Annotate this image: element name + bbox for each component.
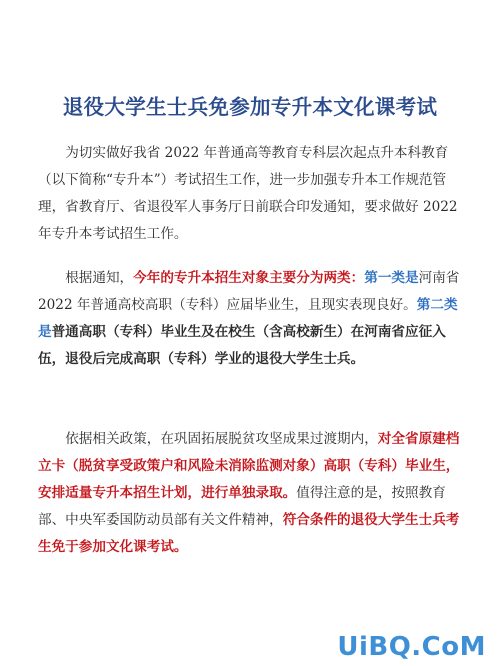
site-watermark: UiBQ.CoM [337,632,486,662]
text-first-category: 河南省 2022 年普通高校高职（专科）应届毕业生，且现实表现良好。 [38,270,460,313]
text-run: 值得注意的是，按照教育部、中央军委国防动员部有关文件精神， [38,485,446,528]
emphasis-two-categories: 今年的专升本招生对象主要分为两类： [133,270,365,286]
emphasis-separate-admission: 对全省原建档立卡（脱贫享受政策户和风险未消除监测对象）高职（专科）毕业生，安排适量专升本招生计划，进行单独录取。 [38,431,460,501]
paragraph-intro [38,140,470,248]
label-second-category: 第二类是 [38,297,458,340]
text-run: 依据相关政策，在巩固拓展脱贫攻坚成果过渡期内， [65,431,378,447]
paragraph-policy [38,426,470,561]
paragraph-intro-text: 为切实做好我省 2022 年普通高等教育专科层次起点升本科教育（以下简称“专升本”）考试招生工作，进一步加强专升本工作规范管理，省教育厅、省退役军人事务厅日前联合印发通知，要求做好 2022 年专升本考试招生工作。 [38,145,458,242]
text-second-category: 普通高职（专科）毕业生及在校生（含高校新生）在河南省应征入伍，退役后完成高职（专科）学业的退役大学生士兵。 [38,324,446,367]
paragraph-enrollment-targets [38,265,470,373]
article-title: 退役大学生士兵免参加专升本文化课考试 [62,94,438,119]
top-edge-mark [233,4,267,8]
label-first-category: 第一类是 [364,270,419,286]
text-run: 根据通知， [65,270,134,286]
emphasis-exam-exemption: 符合条件的退役大学生士兵考生免于参加文化课考试。 [38,512,460,555]
